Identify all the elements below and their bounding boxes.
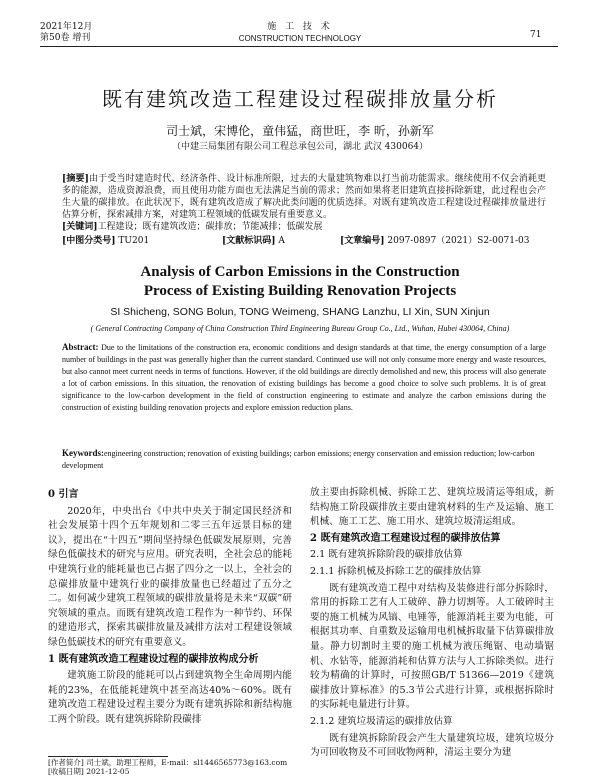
- journal-name-en: CONSTRUCTION TECHNOLOGY: [238, 34, 362, 43]
- keywords-en-label: Keywords:: [62, 448, 104, 458]
- abstract-cn-label: [摘要]: [62, 174, 89, 184]
- section-1-heading: 1 既有建筑改造工程建设过程的碳排放构成分析: [48, 653, 259, 665]
- intro-paragraph: 2020年，中央出台《中共中央关于制定国民经济和社会发展第十四个五年规划和二零三五年远景目标的建议》，提出在“十四五”期间坚持绿色低碳发展原则，完善绿色低碳技术的研究与应用。研究表明，全社会总的能耗中建筑行业的能耗量也已占据了四分之一以上，全社会的总碳排放量中建筑行业的碳排放量也已经超过了五分之二。如何减少建筑工程领域的碳排放量将是未来“双碳”研究领域的重点。而既有建筑改造工程作为一种节约、环保的建造形式，探索其碳排放量及减排方法对工程建设领域绿色低碳技术的研究有重要意义。: [48, 505, 292, 648]
- section-2-heading: 2 既有建筑改造工程建设过程的碳排放估算: [310, 532, 501, 544]
- section-2-1-1-heading: 2.1.1 拆除机械及拆除工艺的碳排放估算: [310, 565, 482, 577]
- keywords-en-text: engineering construction; renovation of existing buildings; carbon emissions; energy conservation and emission reduction; low-carbon development: [62, 449, 535, 470]
- paper-title-en-line1: Analysis of Carbon Emissions in the Construction: [140, 264, 460, 280]
- paper-title-cn: 既有建筑改造工程建设过程碳排放量分析: [102, 87, 498, 111]
- section-1-paragraph: 建筑施工阶段的能耗可以占到建筑物全生命周期内能耗的23%，在低能耗建筑中甚至高达40%～60%。既有建筑改造工程建设过程主要分为既有建筑拆除和新结构施工两个阶段。既有建筑拆除阶段碳排: [48, 670, 292, 725]
- issue-date: 2021年12月: [40, 22, 93, 32]
- section-2-1-2-heading: 2.1.2 建筑垃圾清运的碳排放估算: [310, 715, 453, 727]
- volume-info: 第50卷 增刊: [40, 33, 91, 43]
- affiliation-en: ( General Contracting Company of China Construction Third Engineering Bureau Group Co., Ltd., Wuhan, Hubei 430064, China): [90, 324, 510, 333]
- authors-en: SI Shicheng, SONG Bolun, TONG Weimeng, SHANG Lanzhu, LI Xin, SUN Xinjun: [110, 306, 490, 318]
- affiliation-cn: （中建三局集团有限公司工程总承包公司，湖北 武汉 430064）: [171, 142, 429, 152]
- clc-value: TU201: [118, 236, 150, 246]
- article-no-value: 2097-0897（2021）S2-0071-03: [387, 236, 530, 246]
- footnote-rule: [48, 756, 168, 757]
- body-right-column: [310, 486, 554, 761]
- section-1-continued-paragraph: 放主要由拆除机械、拆除工艺、建筑垃圾清运等组成，新结构施工阶段碳排放主要由建筑材料的生产及运输、施工机械、施工工艺、施工用水、建筑垃圾清运组成。: [310, 487, 554, 528]
- doc-code-label: [文献标识码]: [222, 236, 276, 246]
- abstract-en-text: Due to the limitations of the construction era, economic conditions and design standards at that time, the energy consumption of a large number of buildings in the past was generally higher than the current standard. Continued use will not only consume more energy and waste resources, but also cannot meet current needs in terms of functions. However, if the old buildings are directly demolished and new, this process will also generate a lot of carbon emissions. In this situation, the renovation of existing buildings has become a good choice to solve such problems. It is of great significance to the low-carbon development in the field of construction engineering to estimate and analyze the carbon emissions during the construction of existing building renovation projects and explore emission reduction plans.: [62, 343, 546, 412]
- section-intro-heading: 0 引言: [48, 489, 79, 500]
- author-footnote: [48, 758, 298, 776]
- page-number: 71: [530, 30, 542, 40]
- keywords-cn-text: 工程建设；既有建筑改造；碳排放；节能减排；低碳发展: [97, 222, 323, 232]
- paper-title-en-line2: Process of Existing Building Renovation Projects: [143, 283, 457, 299]
- keywords-cn-label: [关键词]: [62, 222, 98, 232]
- header-rule: [40, 46, 558, 47]
- keywords-cn: [62, 222, 546, 233]
- section-2-1-heading: 2.1 既有建筑拆除阶段的碳排放估算: [310, 549, 463, 561]
- keywords-en: [62, 447, 546, 472]
- abstract-cn: [62, 173, 546, 221]
- received-date: [收稿日期] 2021-12-05: [48, 767, 130, 776]
- section-2-1-1-paragraph: 既有建筑改造工程中对结构及装修进行部分拆除时，常用的拆除工艺有人工破碎、静力切割等。人工破碎时主要的施工机械为风镐、电锤等，能源消耗主要为电能，可根据其功率、自重数及运输用电机械拆取量下估算碳排放量。静力切割时主要的施工机械为液压绳锯、电动墙锯机、水钻等，能源消耗和估算方法与人工拆除类似。进行较为精确的计算时，可按照GB/T 51366—2019《建筑碳排放计算标准》的5.3节公式进行计算，或根据拆除时的实际耗电量进行计算。: [310, 582, 554, 711]
- abstract-en: [62, 341, 546, 414]
- abstract-en-label: Abstract:: [62, 342, 99, 352]
- abstract-cn-text: 由于受当时建造时代、经济条件、设计标准所限，过去的大量建筑物难以打当前功能需求。继续使用不仅会消耗更多的能源，造成资源浪费，而且使用功能方面也无法满足当前的需求；然而如果将老旧建筑直接拆除新建，此过程也会产生大量的碳排放。在此状况下，既有建筑改造成了解决此类问题的优质选择。对既有建筑改造工程建设过程碳排放量进行估算分析，探索减排方案，对建筑工程领域的低碳发展有重要意义。: [62, 174, 546, 220]
- author-bio: [作者简介] 司士斌，助理工程师，E-mail：sl1446565773@163.com: [48, 758, 288, 767]
- journal-name-cn: 施 工 技 术: [267, 22, 333, 32]
- paper-title-en: [0, 263, 600, 301]
- authors-cn: 司士斌，宋博伦，童伟猛，商世旺，李 昕，孙新军: [166, 124, 434, 138]
- doc-code-value: A: [278, 236, 285, 246]
- classification-row: [62, 236, 546, 247]
- article-no-label: [文章编号]: [340, 236, 385, 246]
- body-left-column: [48, 486, 292, 728]
- section-2-1-2-paragraph: 既有建筑拆除阶段会产生大量建筑垃圾，建筑垃圾分为可回收物及不可回收物两种，清运主要分为建: [310, 732, 554, 759]
- clc-label: [中图分类号]: [62, 236, 116, 246]
